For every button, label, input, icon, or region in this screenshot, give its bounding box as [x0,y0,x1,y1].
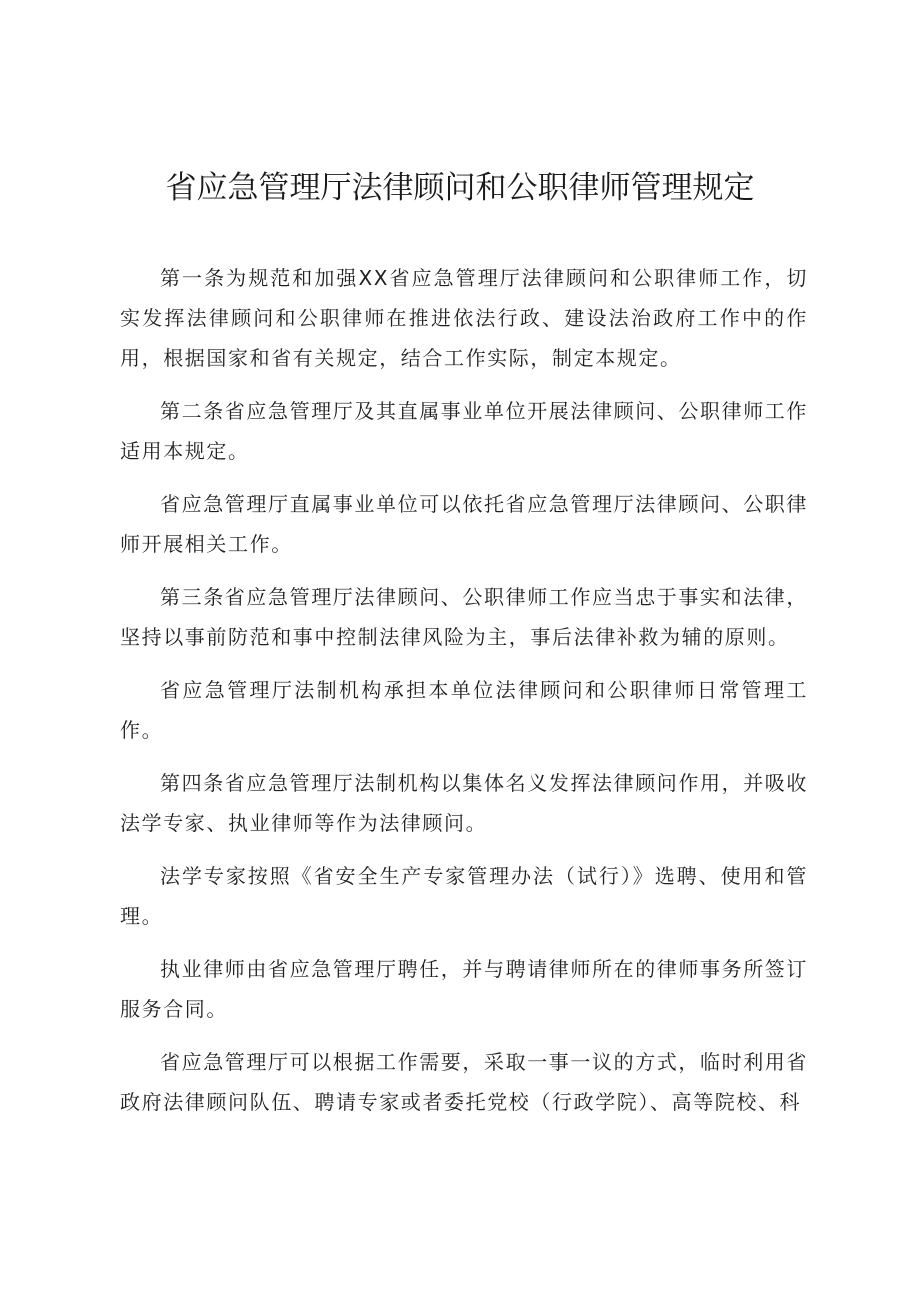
paragraph-article-3-supplement: 省应急管理厅法制机构承担本单位法律顾问和公职律师日常管理工作。 [120,678,808,742]
paragraph-article-2: 第二条省应急管理厅及其直属事业单位开展法律顾问、公职律师工作适用本规定。 [120,399,808,463]
paragraph-practicing-lawyers: 执业律师由省应急管理厅聘任，并与聘请律师所在的律师事务所签订服务合同。 [120,957,808,1021]
paragraph-temporary-arrangements: 省应急管理厅可以根据工作需要，采取一事一议的方式，临时利用省政府法律顾问队伍、聘请专家或者委托党校（行政学院）、高等院校、科 [120,1050,808,1114]
paragraph-article-1: 第一条为规范和加强XX省应急管理厅法律顾问和公职律师工作，切实发挥法律顾问和公职律师在推进依法行政、建设法治政府工作中的作用，根据国家和省有关规定，结合工作实际，制定本规定。 [120,266,808,370]
document-title: 省应急管理厅法律顾问和公职律师管理规定 [165,170,755,206]
paragraph-article-3: 第三条省应急管理厅法律顾问、公职律师工作应当忠于事实和法律，坚持以事前防范和事中控制法律风险为主，事后法律补救为辅的原则。 [120,585,808,649]
paragraph-legal-experts: 法学专家按照《省安全生产专家管理办法（试行）》选聘、使用和管理。 [120,864,808,928]
document-body [120,258,808,1135]
paragraph-article-2-supplement: 省应急管理厅直属事业单位可以依托省应急管理厅法律顾问、公职律师开展相关工作。 [120,492,808,556]
paragraph-article-4: 第四条省应急管理厅法制机构以集体名义发挥法律顾问作用，并吸收法学专家、执业律师等作为法律顾问。 [120,771,808,835]
